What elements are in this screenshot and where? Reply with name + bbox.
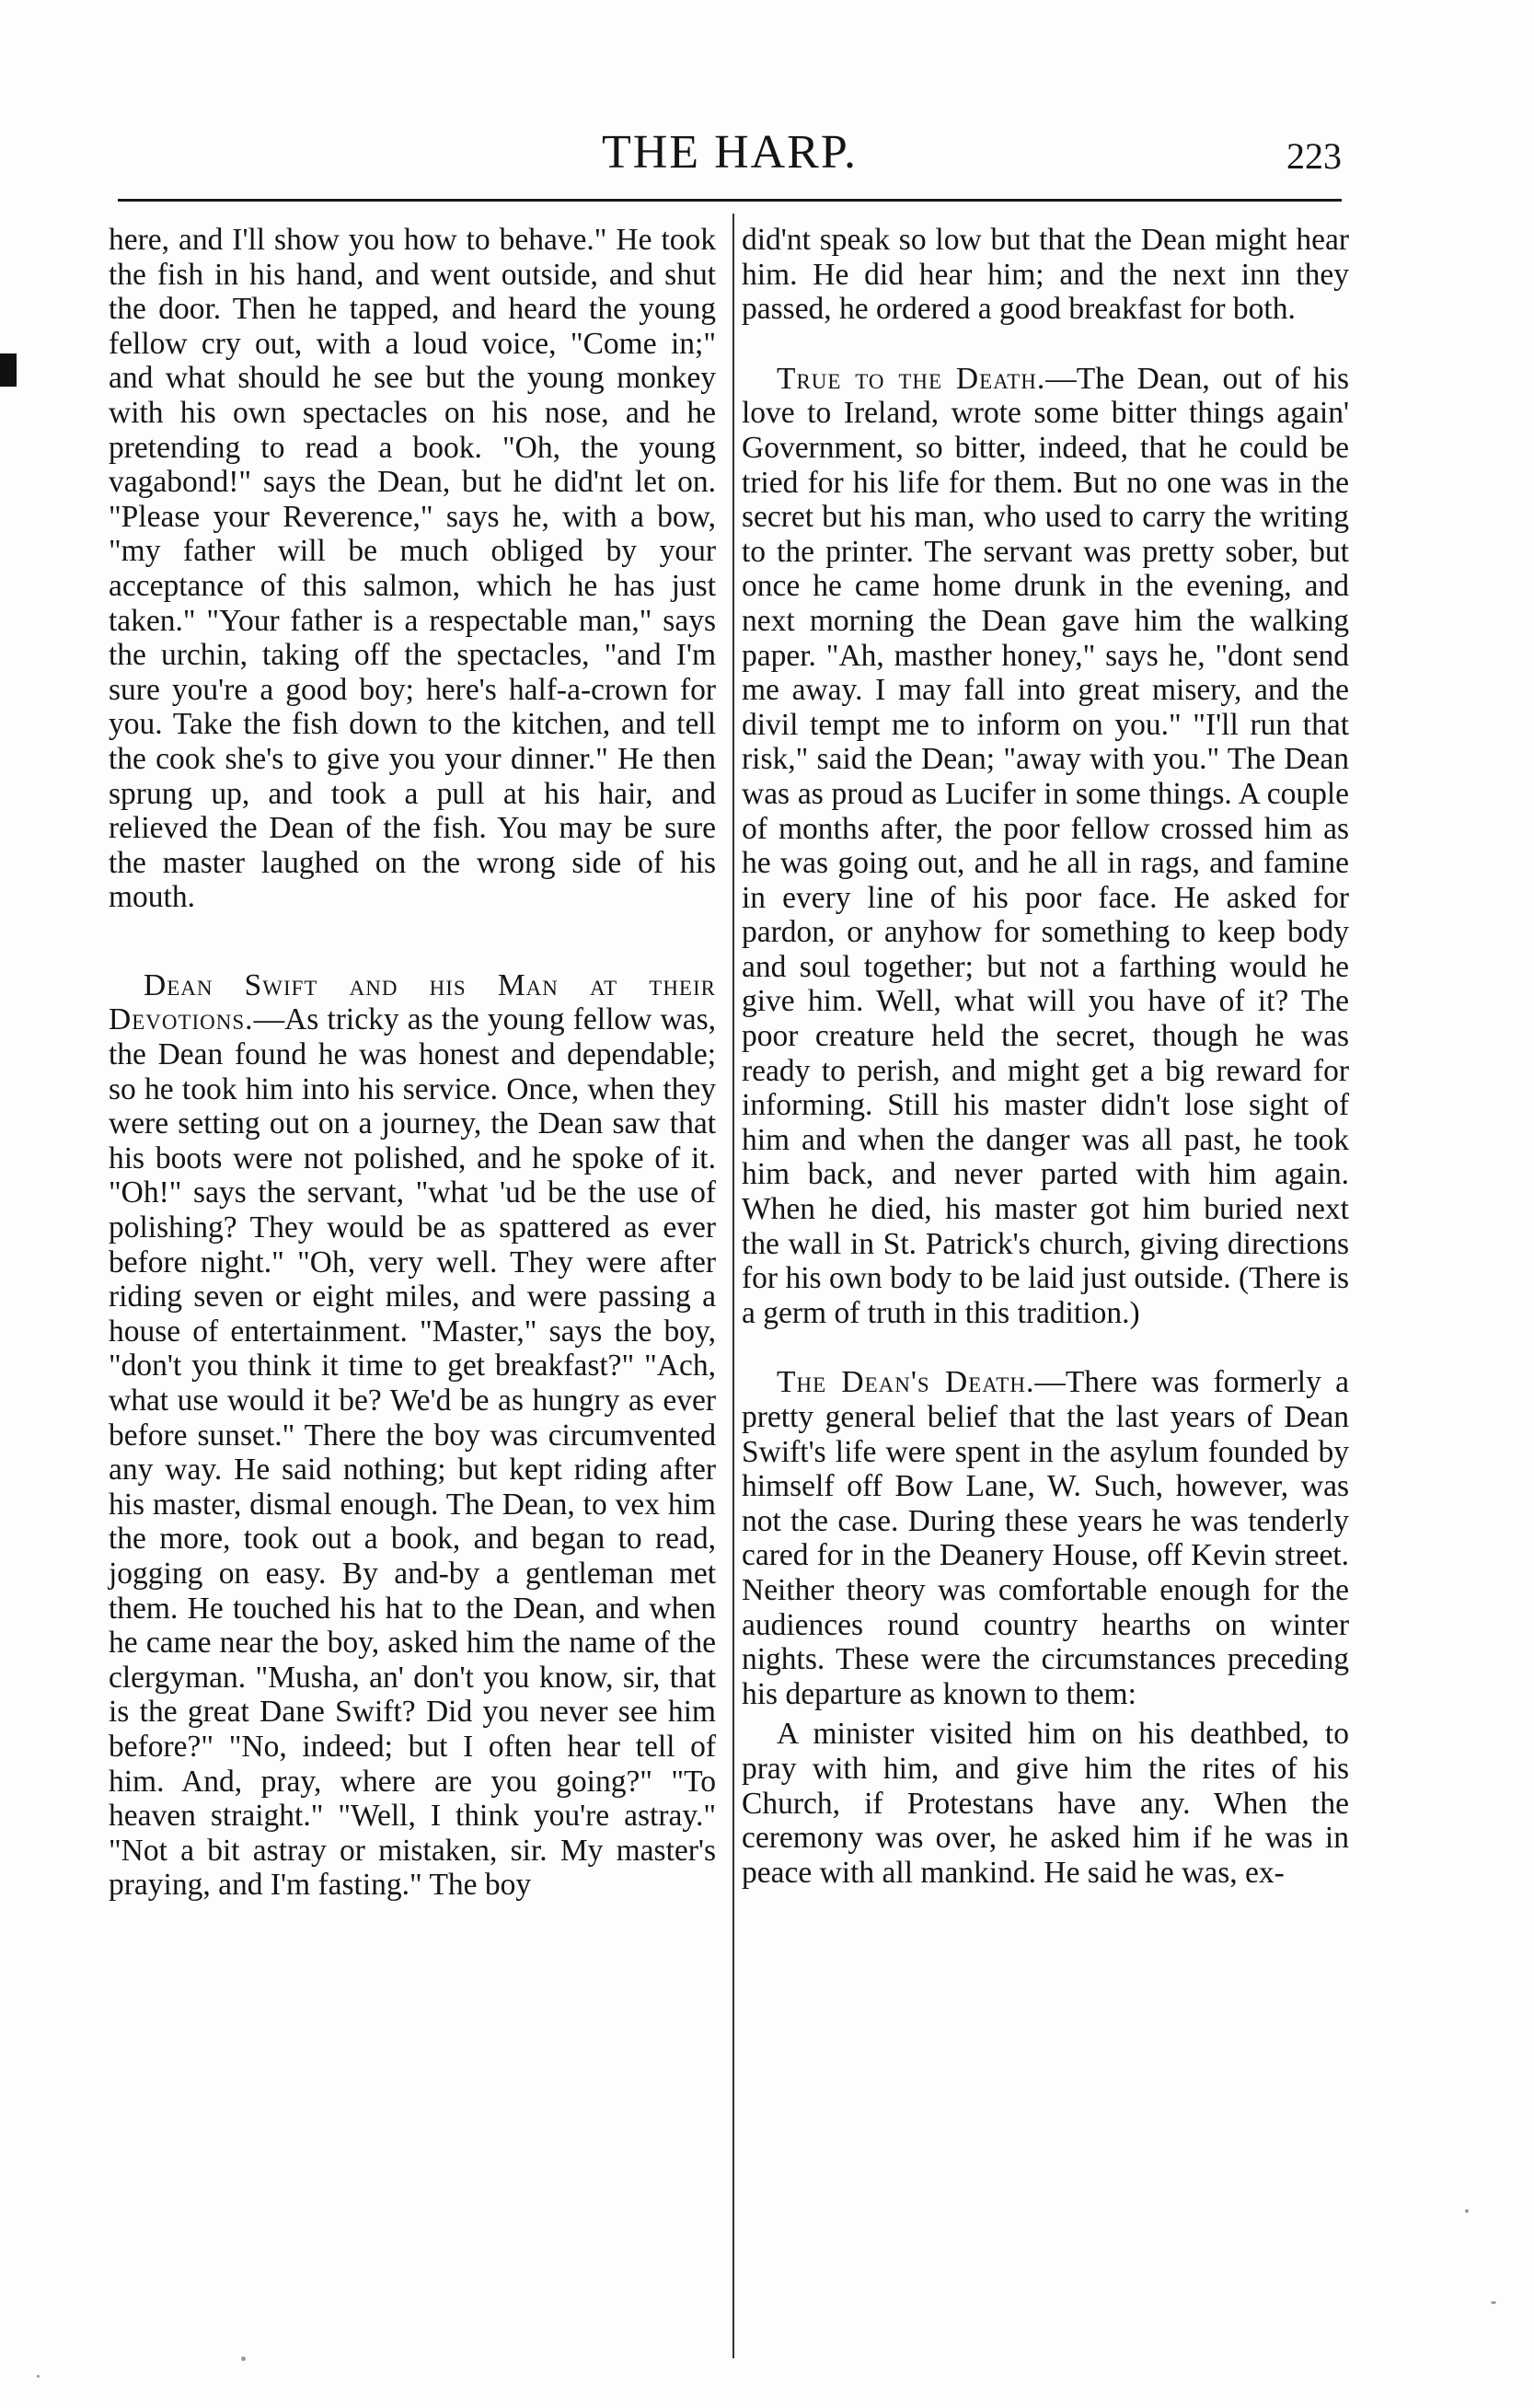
paragraph-continuation: did'nt speak so low but that the Dean might hear him. He did hear him; and the next inn they passed, he ordered a good breakfast for both. [742, 223, 1349, 327]
print-speck [241, 2356, 246, 2361]
header-rule [118, 199, 1342, 202]
paragraph-minister: A minister visited him on his deathbed, to pray with him, and give him the rites of his Church, if Protestans have any. When the ceremony was over, he asked him if he was in peace with all mankind. He said he was, ex- [742, 1717, 1349, 1890]
print-speck [1491, 2301, 1496, 2304]
section-heading: Dean Swift and his Man at their Devotions. [109, 967, 716, 1037]
column-divider [732, 214, 734, 2358]
right-column [742, 223, 1349, 1890]
section-heading: The Dean's Death. [777, 1365, 1035, 1400]
left-column [109, 223, 716, 1903]
paragraph-continuation: here, and I'll show you how to behave." He took the fish in his hand, and went outside, and shut the door. Then he tapped, and heard the young fellow cry out, with a loud voice, "Come in;" and what should he see but the young monkey with his own spectacles on his nose, and he pretending to read a book. "Oh, the young vagabond!" says the Dean, but he did'nt let on. "Please your Reverence," says he, with a bow, "my father will be much obliged by your acceptance of this salmon, which he has just taken." "Your father is a respectable man," says the urchin, taking off the spectacles, "and I'm sure you're a good boy; here's half-a-crown for you. Take the fish down to the kitchen, and tell the cook she's to give you your dinner." He then sprung up, and took a pull at his hair, and relieved the Dean of the fish. You may be sure the master laughed on the wrong side of his mouth. [109, 223, 716, 915]
section-body: —As tricky as the young fellow was, the Dean found he was honest and dependable; so he took him into his service. Once, when they were setting out on a journey, the Dean saw that his boots were not polished, and he spoke of it. "Oh!" says the servant, "what 'ud be the use of polishing? They would be as spattered as ever before night." "Oh, very well. They were after riding seven or eight miles, and were passing a house of entertainment. "Master," says the boy, "don't you think it time to get breakfast?" "Ach, what use would it be? We'd be as hungry as ever before sunset." There the boy was circumvented any way. He said nothing; but kept riding after his master, dismal enough. The Dean, to vex him the more, took out a book, and began to read, jogging on easy. By and-by a gentleman met them. He touched his hat to the Dean, and when he came near the boy, asked him the name of the clergyman. "Musha, an' don't you know, sir, that is the great Dane Swift? Did you never see him before?" "No, indeed; but I often hear tell of him. And, pray, where are you going?" "To heaven straight." "Well, I think you're astray." "Not a bit astray or mistaken, sir. My master's praying, and I'm fasting." The boy [109, 1002, 716, 1903]
page-title: THE HARP. [601, 126, 859, 179]
print-speck [1465, 2209, 1469, 2213]
section-heading: True to the Death. [777, 361, 1046, 396]
section-body: —The Dean, out of his love to Ireland, wrote some bitter things again' Government, so bitter, indeed, that he could be tried for his life for them. But no one was in the secret but his man, who used to carry the writing to the printer. The servant was pretty sober, but once he came home drunk in the evening, and next morning the Dean gave him the walking paper. "Ah, masther honey," says he, "dont send me away. I may fall into great misery, and the divil tempt me to inform on you." "I'll run that risk," said the Dean; "away with you." The Dean was as proud as Lucifer in some things. A couple of months after, the poor fellow crossed him as he was going out, and he all in rags, and famine in every line of his poor face. He asked for pardon, or anyhow for something to keep body and soul together; but not a farthing would he give him. Well, what will you have of it? The poor creature held the secret, though he was ready to perish, and might get a big reward for informing. Still his master didn't lose sight of him and when the danger was all past, he took him back, and never parted with him again. When he died, his master got him buried next the wall in St. Patrick's church, giving directions for his own body to be laid just outside. (There is a germ of truth in this tradition.) [742, 361, 1349, 1330]
page-number: 223 [1286, 135, 1342, 177]
margin-marker [0, 353, 17, 387]
print-speck [37, 2375, 40, 2378]
section-deans-death [742, 1365, 1349, 1711]
section-body: —There was formerly a pretty general belief that the last years of Dean Swift's life were spent in the asylum founded by himself off Bow Lane, W. Such, however, was not the case. During these years he was tenderly cared for in the Deanery House, off Kevin street. Neither theory was comfortable enough for the audiences round country hearths on winter nights. These were the circumstances preceding his departure as known to them: [742, 1365, 1349, 1711]
section-true-to-the-death [742, 362, 1349, 1331]
section-dean-swift-devotions [109, 968, 716, 1903]
running-header [118, 125, 1342, 197]
